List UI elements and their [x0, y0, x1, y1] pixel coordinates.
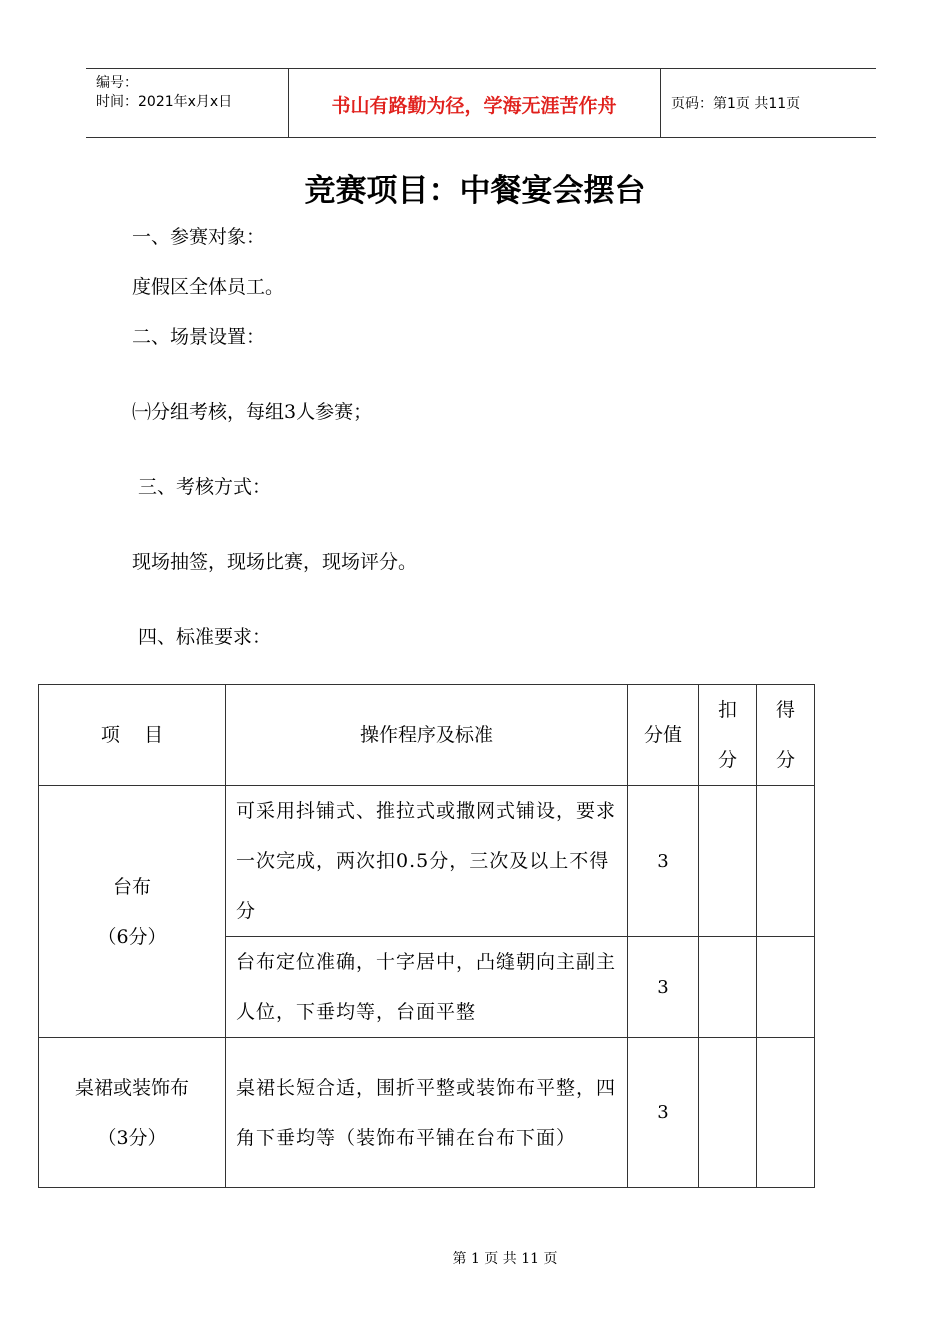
header-deduct-char-1: 扣 [717, 699, 737, 721]
standards-table [38, 684, 815, 1188]
header-got-char-2: 分 [775, 749, 795, 771]
header-meta-cell [86, 69, 289, 137]
deduct-cell [699, 786, 757, 937]
document-number-label: 编号： [96, 75, 138, 91]
header-deduct-char-2: 分 [717, 749, 737, 771]
item-name: 桌裙或装饰布 [74, 1076, 189, 1099]
score-cell: 3 [628, 1038, 699, 1188]
section-3-heading: 三、考核方式： [138, 476, 272, 498]
got-cell [757, 1038, 815, 1188]
score-cell: 3 [628, 786, 699, 937]
header-got [757, 685, 815, 786]
procedure-cell: 桌裙长短合适，围折平整或装饰布平整，四角下垂均等（装饰布平铺在台布下面） [226, 1038, 628, 1188]
procedure-cell: 可采用抖铺式、推拉式或撒网式铺设，要求一次完成，两次扣0.5分，三次及以上不得分 [226, 786, 628, 937]
score-cell: 3 [628, 937, 699, 1038]
page-header [86, 68, 876, 138]
section-2-heading: 二、场景设置： [132, 326, 266, 348]
section-2-body: ㈠分组考核，每组3人参赛； [132, 401, 373, 423]
header-motto: 书山有路勤为径，学海无涯苦作舟 [331, 95, 617, 117]
header-deduct [699, 685, 757, 786]
table-row [39, 1038, 815, 1188]
item-cell-skirting [39, 1038, 226, 1188]
page-footer: 第 1 页 共 11 页 [452, 1251, 558, 1267]
header-item: 项 目 [39, 685, 226, 786]
item-cell-tablecloth [39, 786, 226, 1038]
deduct-cell [699, 937, 757, 1038]
item-points: （3分） [97, 1126, 167, 1149]
section-3-body: 现场抽签，现场比赛，现场评分。 [132, 551, 418, 573]
document-time-label: 时间：2021年x月x日 [96, 94, 233, 110]
header-got-char-1: 得 [775, 699, 795, 721]
deduct-cell [699, 1038, 757, 1188]
table-header-row [39, 685, 815, 786]
header-motto-cell [288, 69, 661, 137]
header-procedure: 操作程序及标准 [226, 685, 628, 786]
header-page-number: 页码：第1页 共11页 [671, 96, 801, 112]
section-1-heading: 一、参赛对象： [132, 226, 266, 248]
section-4-heading: 四、标准要求： [138, 626, 272, 648]
procedure-cell: 台布定位准确，十字居中，凸缝朝向主副主人位，下垂均等，台面平整 [226, 937, 628, 1038]
document-title: 竞赛项目：中餐宴会摆台 [304, 173, 646, 209]
got-cell [757, 786, 815, 937]
header-score: 分值 [628, 685, 699, 786]
item-points: （6分） [97, 925, 167, 948]
item-name: 台布 [112, 875, 151, 898]
section-1-body: 度假区全体员工。 [132, 276, 285, 298]
got-cell [757, 937, 815, 1038]
table-row [39, 786, 815, 937]
header-page-cell [661, 69, 876, 137]
